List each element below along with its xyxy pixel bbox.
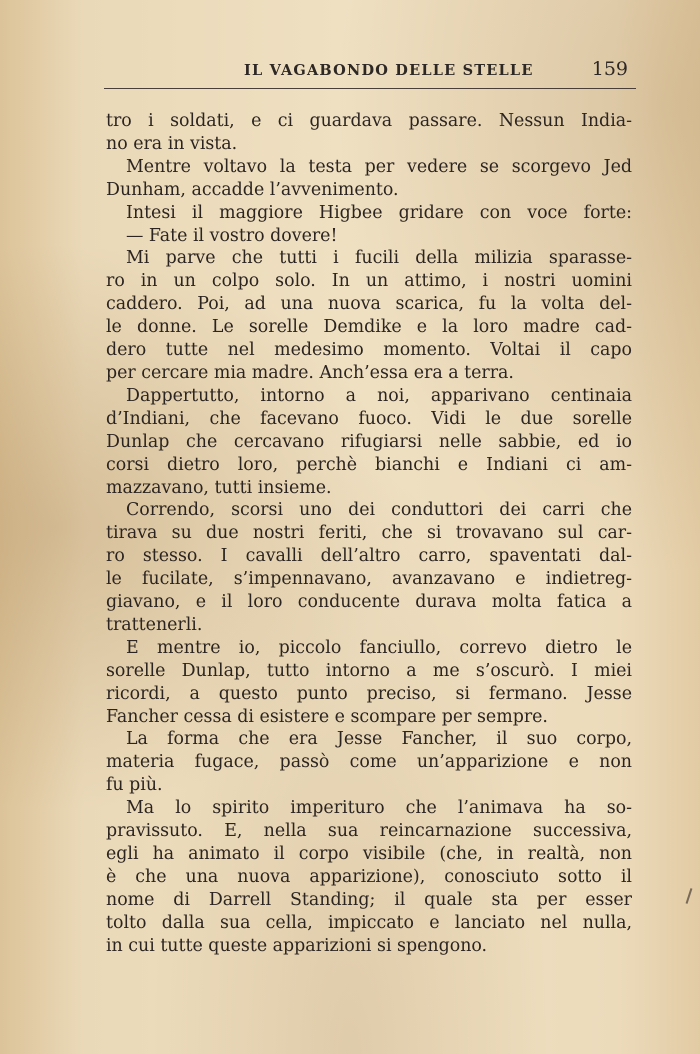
text-line: ro in un colpo solo. In un attimo, i nostri uomini <box>106 271 632 292</box>
text-line: Ma lo spirito imperituro che l’animava ha so- <box>126 798 632 819</box>
text-line: egli ha animato il corpo visibile (che, in realtà, non <box>106 844 632 864</box>
text-line: no era in vista. <box>106 133 238 154</box>
text-line: Correndo, scorsi uno dei conduttori dei carri che <box>126 500 632 521</box>
text-line: ricordi, a questo punto preciso, si fermano. Jesse <box>106 683 632 704</box>
header-rule <box>104 88 636 89</box>
text-line: è che una nuova apparizione), conosciuto sotto il <box>106 866 632 887</box>
text-line: giavano, e il loro conducente durava molta fatica a <box>106 592 632 613</box>
text-line: caddero. Poi, ad una nuova scarica, fu la volta del- <box>106 294 632 315</box>
text-line: le donne. Le sorelle Demdike e la loro madre cad- <box>106 317 632 338</box>
text-line: per cercare mia madre. Anch’essa era a terra. <box>106 362 514 383</box>
text-line: d’Indiani, che facevano fuoco. Vidi le due sorelle <box>106 408 632 429</box>
text-line: materia fugace, passò come un’apparizione e non <box>106 752 632 773</box>
text-line: Fancher cessa di esistere e scompare per sempre. <box>106 706 548 727</box>
text-line: tolto dalla sua cella, impiccato e lanciato nel nulla, <box>106 912 632 933</box>
text-line: dero tutte nel medesimo momento. Voltai il capo <box>106 340 632 361</box>
text-line: Dunlap che cercavano rifugiarsi nelle sabbie, ed io <box>106 431 632 452</box>
running-header <box>104 58 634 82</box>
text-line: le fucilate, s’impennavano, avanzavano e indietreg- <box>106 569 632 590</box>
text-line: Dappertutto, intorno a noi, apparivano centinaia <box>126 385 632 406</box>
text-line: ro stesso. I cavalli dell’altro carro, spaventati dal- <box>106 546 632 567</box>
text-line: in cui tutte queste apparizioni si spengono. <box>106 935 488 956</box>
text-line: tro i soldati, e ci guardava passare. Nessun India- <box>106 111 632 131</box>
text-line: E mentre io, piccolo fanciullo, correvo dietro le <box>126 637 632 658</box>
text-line: — Fate il vostro dovere! <box>126 225 338 246</box>
text-line: La forma che era Jesse Fancher, il suo corpo, <box>126 729 632 750</box>
text-line: Mi parve che tutti i fucili della milizia sparasse- <box>126 248 632 269</box>
text-line: Dunham, accadde l’avvenimento. <box>106 179 399 200</box>
body-text <box>106 110 632 958</box>
text-line: corsi dietro loro, perchè bianchi e Indiani ci am- <box>106 454 632 475</box>
text-line: sorelle Dunlap, tutto intorno a me s’oscurò. I miei <box>106 660 632 681</box>
text-line: trattenerli. <box>106 614 203 635</box>
running-title: IL VAGABONDO DELLE STELLE <box>244 62 534 79</box>
page-number: 159 <box>591 58 628 80</box>
text-line: Mentre voltavo la testa per vedere se scorgevo Jed <box>126 156 632 177</box>
text-line: Intesi il maggiore Higbee gridare con voce forte: <box>126 202 632 223</box>
text-line: fu più. <box>106 775 163 796</box>
text-line: mazzavano, tutti insieme. <box>106 477 332 498</box>
text-line: pravissuto. E, nella sua reincarnazione successiva, <box>106 821 632 842</box>
margin-mark <box>686 888 693 904</box>
text-line: tirava su due nostri feriti, che si trovavano sul car- <box>106 523 632 544</box>
text-line: nome di Darrell Standing; il quale sta per esser <box>106 889 632 910</box>
